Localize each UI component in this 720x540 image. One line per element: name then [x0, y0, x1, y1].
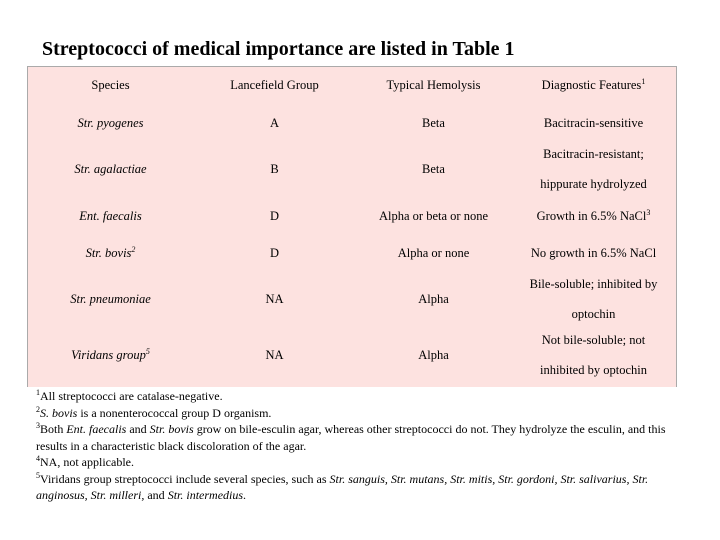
features-line: inhibited by optochin	[540, 363, 647, 377]
group-cell: D	[269, 245, 280, 260]
header-lancefield-group: Lancefield Group	[230, 78, 319, 93]
features-cell: Growth in 6.5% NaCl$^3$	[536, 207, 651, 223]
features-cell: No growth in 6.5% NaCl	[530, 245, 657, 260]
table-row	[28, 198, 676, 235]
hemolysis-cell: Alpha	[418, 292, 449, 307]
group-cell: D	[269, 208, 280, 223]
header-row	[28, 67, 676, 105]
page-title: Streptococci of medical importance are listed in Table 1	[42, 38, 515, 60]
footnotes	[36, 388, 686, 504]
species-cell: Str. pneumoniae	[70, 292, 151, 307]
group-cell: NA	[265, 292, 284, 307]
footnote-2: $^2$S. bovis is a nonenterococcal group D organism.	[36, 404, 272, 420]
streptococci-table	[27, 66, 677, 387]
table-row	[28, 235, 676, 272]
data-table	[28, 67, 676, 384]
features-line: Bacitracin-resistant;	[543, 147, 644, 162]
species-cell: Viridans group$^5$	[71, 347, 150, 363]
table-row	[28, 105, 676, 142]
header-species: Species	[91, 78, 130, 93]
features-line: optochin	[571, 307, 616, 321]
footnote-4: $^4$NA, not applicable.	[36, 454, 134, 469]
table-row	[28, 328, 676, 384]
hemolysis-cell: Alpha	[418, 348, 449, 363]
group-cell: NA	[265, 348, 284, 363]
species-cell: Ent. faecalis	[79, 208, 142, 223]
table-row	[28, 272, 676, 328]
group-cell: B	[270, 162, 279, 177]
features-line: hippurate hydrolyzed	[540, 177, 647, 191]
group-cell: A	[269, 115, 280, 130]
hemolysis-cell: Alpha or beta or none	[379, 208, 488, 223]
hemolysis-cell: Beta	[422, 115, 445, 130]
features-cell	[511, 328, 676, 384]
features-cell	[511, 142, 676, 198]
table-row	[28, 142, 676, 198]
species-cell: Str. agalactiae	[74, 162, 147, 177]
header-typical-hemolysis: Typical Hemolysis	[386, 78, 481, 93]
species-cell: Str. bovis$^2$	[85, 244, 136, 260]
footnote-1: $^1$All streptococci are catalase-negative.	[36, 388, 223, 403]
header-diagnostic-features: Diagnostic Features$^1$	[541, 77, 646, 93]
features-line: Bile-soluble; inhibited by	[529, 277, 658, 292]
hemolysis-cell: Beta	[422, 162, 445, 177]
features-cell	[511, 272, 676, 328]
features-line: Not bile-soluble; not	[541, 333, 646, 348]
footnote-5: $^5$Viridans group streptococci include several species, such as Str. sanguis, Str. mutans, Str. mitis, Str. gordoni, Str. salivarius, Str. anginosus, Str. milleri, and Str. intermedius.	[36, 470, 649, 502]
hemolysis-cell: Alpha or none	[397, 245, 470, 260]
features-cell: Bacitracin-sensitive	[543, 115, 644, 130]
species-cell: Str. pyogenes	[77, 115, 144, 130]
footnote-3: $^3$Both Ent. faecalis and Str. bovis grow on bile-esculin agar, whereas other streptococci do not. They hydrolyze the esculin, and this results in a characteristic black discoloration of the agar.	[36, 421, 666, 453]
